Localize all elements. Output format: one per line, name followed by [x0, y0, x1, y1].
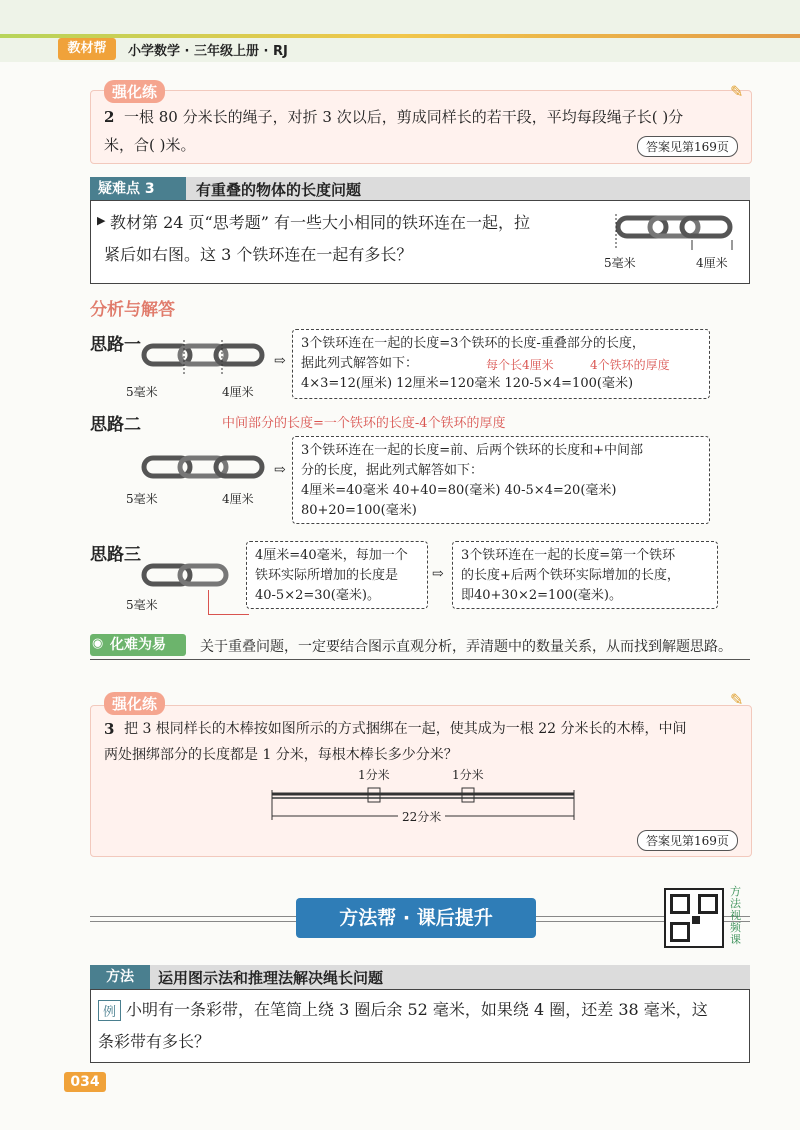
example-tag: 例: [98, 1000, 121, 1021]
idea-3-label: 思路三: [90, 545, 141, 565]
chain-figure-idea2: [140, 452, 268, 488]
idea-2-box: [292, 436, 710, 524]
practice-1-line1: 一根 80 分米长的绳子，对折 3 次以后，剪成同样长的若干段，平均每段绳子长( )分: [124, 108, 684, 126]
top-band: [0, 0, 800, 62]
idea-3-box2: [452, 541, 718, 609]
idea-2-label: 思路二: [90, 415, 141, 435]
idea-1-note2: 4个铁环的厚度: [590, 358, 670, 372]
chain-ring: [180, 566, 226, 584]
practice-tag-1: 强化练: [104, 80, 165, 103]
practice-2-line2: 两处捆绑部分的长度都是 1 分米，每根木棒长多少分米？: [104, 747, 458, 763]
idea-3-box2-line1: 3个铁环连在一起的长度=第一个铁环: [461, 548, 676, 563]
pencil-icon: ✎: [730, 690, 744, 709]
practice-2-line1: 把 3 根同样长的木棒按如图所示的方式捆绑在一起，使其成为一根 22 分米长的木棒，中间: [124, 721, 687, 737]
chain-ring: [216, 458, 262, 476]
chain-ring: [216, 346, 262, 364]
idea-1-line1: 3个铁环连在一起的长度=3个铁环的长度-重叠部分的长度，: [301, 336, 645, 351]
idea-3-box1-line3: 40-5×2=30(毫米)。: [255, 588, 380, 603]
analysis-title: 分析与解答: [90, 300, 175, 320]
idea-3-box2-line2: 的长度+后两个铁环实际增加的长度，: [461, 568, 680, 583]
red-connector: [208, 590, 249, 615]
practice-1-line2: 米，合( )米。: [104, 136, 196, 154]
qr-code[interactable]: [664, 888, 724, 948]
method-line1: 小明有一条彩带，在笔筒上绕 3 圈后余 52 毫米，如果绕 4 圈，还差 38 毫米，这: [126, 1000, 708, 1019]
chain-figure-main: [604, 210, 744, 250]
difficulty-line2: 紧后如右图。这 3 个铁环连在一起有多长？: [104, 245, 413, 264]
idea-1-note1: 每个长4厘米: [486, 358, 554, 372]
idea-3-box1-line1: 4厘米=40毫米，每加一个: [255, 548, 408, 563]
tip-text: 关于重叠问题，一定要结合图示直观分析，弄清题中的数量关系，从而找到解题思路。: [200, 639, 732, 655]
stick-total: 22分米: [398, 808, 445, 825]
chain-ring: [650, 218, 698, 236]
idea-1-fig-4cm: 4厘米: [222, 385, 254, 399]
idea-2-line3: 4厘米=40毫米 40+40=80(毫米) 40-5×4=20(毫米): [301, 483, 617, 498]
chain-figure-idea3: [140, 560, 236, 590]
idea-2-line2: 分的长度，据此列式解答如下：: [301, 463, 484, 478]
idea-1-line2: 据此列式解答如下：: [301, 356, 419, 371]
chain-figure-idea1: [140, 340, 268, 376]
method-line2: 条彩带有多长？: [98, 1032, 211, 1051]
idea-1-fig-5mm: 5毫米: [126, 385, 158, 399]
chain-ring: [682, 218, 730, 236]
practice-number-2: 3: [104, 720, 115, 738]
stick-mark-1: 1分米: [358, 768, 390, 782]
arrow-icon: ⇨: [274, 353, 286, 369]
idea-3-box1-line2: 铁环实际所增加的长度是: [255, 568, 399, 583]
idea-3-fig-5mm: 5毫米: [126, 598, 158, 612]
practice-tag-2: 强化练: [104, 692, 165, 715]
difficulty-header-bar: [90, 177, 750, 201]
difficulty-title: 有重叠的物体的长度问题: [196, 181, 362, 199]
idea-2-note: 中间部分的长度=一个铁环的长度-4个铁环的厚度: [222, 416, 506, 431]
fig-label-5mm: 5毫米: [604, 256, 636, 270]
stick-mark-2: 1分米: [452, 768, 484, 782]
idea-1-line3: 4×3=12(厘米) 12厘米=120毫米 120-5×4=100(毫米): [301, 376, 634, 391]
idea-3-box2-line3: 即40+30×2=100(毫米)。: [461, 588, 622, 603]
method-banner: 方法帮 · 课后提升: [296, 898, 536, 938]
idea-3-box1: [246, 541, 428, 609]
book-title: 小学数学 · 三年级上册 · RJ: [128, 44, 288, 59]
practice-number-1: 2: [104, 108, 115, 126]
chain-ring: [618, 218, 666, 236]
idea-2-fig-5mm: 5毫米: [126, 492, 158, 506]
idea-2-line1: 3个铁环连在一起的长度=前、后两个铁环的长度和+中间部: [301, 443, 644, 458]
idea-1-label: 思路一: [90, 335, 141, 355]
difficulty-tag: 疑难点 3: [90, 177, 186, 201]
arrow-icon: ⇨: [274, 462, 286, 478]
brand-label: 教材帮: [58, 38, 116, 60]
arrow-icon: ⇨: [432, 566, 444, 582]
difficulty-line1: 教材第 24 页“思考题” 有一些大小相同的铁环连在一起，拉: [110, 213, 530, 232]
tip-tag: 化难为易: [90, 634, 186, 656]
idea-2-fig-4cm: 4厘米: [222, 492, 254, 506]
idea-2-line4: 80+20=100(毫米): [301, 503, 417, 518]
method-title: 运用图示法和推理法解决绳长问题: [158, 969, 384, 987]
triangle-icon: ▶: [97, 214, 106, 227]
page-number: 034: [64, 1072, 106, 1092]
answer-ref-2: 答案见第169页: [637, 830, 738, 851]
answer-ref-1: 答案见第169页: [637, 136, 738, 157]
video-side-label: 方法视频课: [730, 885, 741, 946]
fig-label-4cm: 4厘米: [696, 256, 728, 270]
method-tag: 方法: [90, 965, 150, 989]
pencil-icon: ✎: [730, 82, 744, 101]
top-color-line: [0, 34, 800, 38]
bulb-icon: ◉: [92, 636, 104, 651]
